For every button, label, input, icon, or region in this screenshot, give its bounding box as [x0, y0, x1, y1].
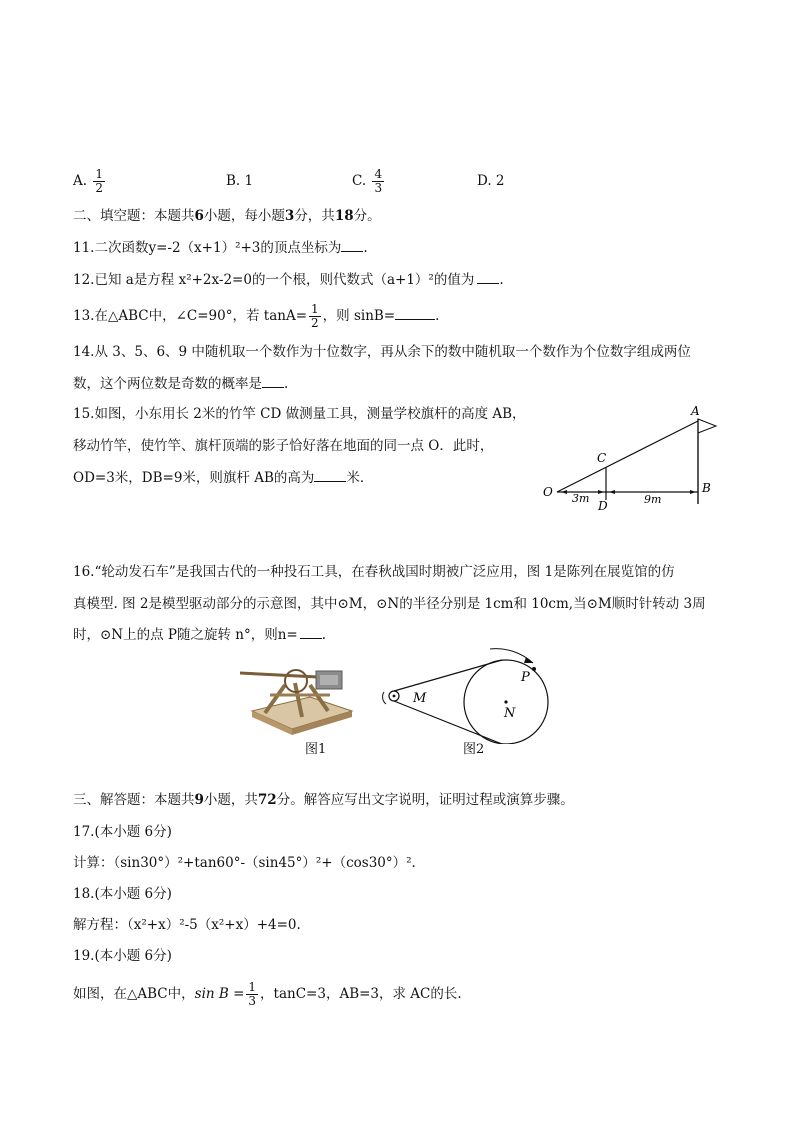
answer-blank[interactable] [300, 626, 322, 639]
arrow-icon [561, 490, 567, 494]
question-14-line1: 14.从 3、5、6、9 中随机取一个数作为十位数字，再从余下的数中随机取一个数作为个位数字组成两位 [73, 344, 691, 360]
label-p: P [521, 670, 530, 685]
question-18-body: 解方程：（x²+x）²-5（x²+x）+4=0. [73, 917, 301, 933]
question-12: 12.已知 a是方程 x²+2x-2=0的一个根，则代数式（a+1）²的值为 . [73, 272, 504, 288]
catapult-model-image [240, 655, 360, 737]
choice-c-fraction: $\frac{4}{3}$ [374, 167, 383, 195]
question-16-line1: 16.“轮动发石车”是我国古代的一种投石工具，在春秋战国时期被广泛应用，图 1是陈列在展览馆的仿 [73, 564, 675, 580]
label-m: M [413, 691, 427, 706]
arrow-icon [524, 657, 533, 663]
question-17-heading: 17.(本小题 6分) [73, 824, 172, 840]
flag-icon [698, 419, 716, 433]
shadow-line [557, 421, 698, 492]
question-15-line2: 移动竹竿，使竹竿、旗杆顶端的影子恰好落在地面的同一点 O．此时， [73, 438, 494, 454]
label-d: D [598, 499, 608, 513]
question-17-body: 计算：（sin30°）²+tan60°-（sin45°）²+（cos30°）². [73, 855, 416, 871]
choice-c-label: C. [352, 173, 367, 189]
answer-blank[interactable] [395, 307, 435, 320]
figure1-caption: 图1 [305, 742, 327, 757]
question-13: 13.在△ABC中，∠C=90°，若 tanA= $\frac{1}{2}$ ，则 sinB= . [73, 302, 440, 330]
choice-a-label: A. [73, 173, 88, 189]
question-15-line3: OD=3米，DB=9米，则旗杆 AB的高为 米． [73, 470, 374, 486]
answer-blank[interactable] [314, 469, 346, 482]
answer-blank[interactable] [262, 375, 284, 388]
choice-a [73, 168, 107, 195]
answer-blank[interactable] [341, 239, 363, 252]
arrow-icon [690, 490, 696, 494]
question-15-line1: 15.如图，小东用长 2米的竹竿 CD 做测量工具，测量学校旗杆的高度 AB， [73, 406, 526, 422]
question-18-heading: 18.(本小题 6分) [73, 886, 172, 902]
question-11: 11.二次函数y=-2（x+1）²+3的顶点坐标为 . [73, 240, 368, 256]
choice-a-fraction: $\frac{1}{2}$ [95, 167, 103, 195]
question-19-heading: 19.(本小题 6分) [73, 948, 172, 964]
choice-c [352, 168, 386, 195]
question-16-line3: 时，⊙N上的点 P随之旋转 n°，则n= . [73, 627, 327, 643]
figure2-caption: 图2 [463, 742, 485, 757]
section3-heading: 三、解答题：本题共9小题，共72分。解答应写出文字说明，证明过程或演算步骤。 [73, 792, 574, 808]
arrow-icon [609, 490, 615, 494]
point-p [532, 667, 536, 671]
belt-bottom [394, 701, 502, 744]
answer-blank[interactable] [477, 271, 499, 284]
section2-heading: 二、填空题：本题共6小题，每小题3分，共18分。 [73, 208, 381, 224]
q19-fraction: $\frac{1}{3}$ [248, 980, 257, 1008]
question-19-body: 如图，在△ABC中，sin B = $\frac{1}{3}$ ，tanC=3，AB=3，求 AC的长. [73, 980, 462, 1008]
label-b: B [702, 481, 711, 495]
label-n: N [504, 706, 516, 721]
gear-diagram [378, 640, 558, 744]
choice-b: B. 1 [226, 173, 254, 189]
q13-fraction: $\frac{1}{2}$ [311, 302, 319, 330]
choice-d: D. 2 [477, 173, 505, 189]
label-c: C [597, 451, 607, 465]
center-n [504, 700, 507, 703]
label-o: O [543, 485, 553, 499]
label-db: 9m [644, 493, 662, 506]
label-a: A [691, 404, 700, 418]
question-14-line2: 数，这个两位数是奇数的概率是 . [73, 376, 289, 392]
flagpole-figure [540, 402, 730, 514]
rotation-arrow-m [383, 692, 386, 704]
question-16-line2: 真模型. 图 2是模型驱动部分的示意图，其中⊙M，⊙N的半径分别是 1cm和 10cm,当⊙M顺时针转动 3周 [73, 596, 706, 612]
arrow-icon [598, 490, 604, 494]
label-od: 3m [572, 492, 590, 505]
belt-top [394, 660, 502, 691]
